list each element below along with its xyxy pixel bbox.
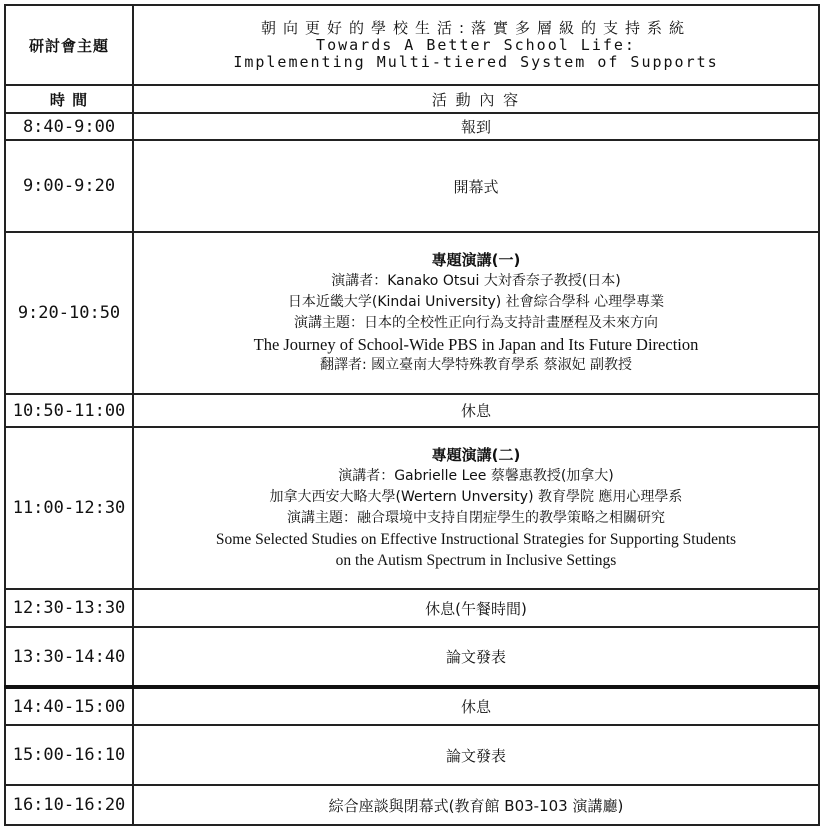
time-cell: 8:40-9:00 bbox=[5, 113, 133, 140]
keynote-speaker: 演講者：Gabrielle Lee 蔡馨惠教授(加拿大) bbox=[338, 468, 614, 484]
activity-cell: 論文發表 bbox=[133, 725, 819, 785]
keynote-topic-zh: 演講主題：融合環境中支持自閉症學生的教學策略之相關研究 bbox=[287, 510, 665, 526]
keynote-heading: 專題演講(二) bbox=[431, 446, 521, 464]
activity-cell: 休息 bbox=[133, 394, 819, 427]
time-cell: 16:10-16:20 bbox=[5, 785, 133, 825]
table-row bbox=[5, 687, 819, 725]
keynote-affiliation: 加拿大西安大略大學(Wertern Unversity) 教育學院 應用心理學系 bbox=[269, 489, 683, 505]
table-row bbox=[5, 589, 819, 627]
keynote-translator: 翻譯者: 國立臺南大學特殊教育學系 蔡淑妃 副教授 bbox=[319, 357, 633, 373]
keynote-heading: 專題演講(一) bbox=[431, 251, 521, 269]
keynote-affiliation: 日本近畿大学(Kindai University) 社會綜合學科 心理學專業 bbox=[287, 294, 665, 310]
time-cell: 9:20-10:50 bbox=[5, 232, 133, 394]
time-cell: 13:30-14:40 bbox=[5, 627, 133, 687]
time-cell: 9:00-9:20 bbox=[5, 140, 133, 232]
schedule-table bbox=[4, 4, 820, 826]
activity-cell: 休息 bbox=[133, 687, 819, 725]
title-en-line1: Towards A Better School Life: bbox=[316, 36, 636, 54]
table-row bbox=[5, 113, 819, 140]
title-en-line2: Implementing Multi-tiered System of Supports bbox=[233, 53, 719, 71]
activity-cell: 開幕式 bbox=[133, 140, 819, 232]
table-row bbox=[5, 725, 819, 785]
title-zh: 朝向更好的學校生活:落實多層級的支持系統 bbox=[260, 19, 692, 37]
table-row bbox=[5, 785, 819, 825]
keynote-topic-en-line1: Some Selected Studies on Effective Instructional Strategies for Supporting Students bbox=[215, 531, 737, 548]
activity-cell: 綜合座談與閉幕式(教育館 B03-103 演講廳) bbox=[133, 785, 819, 825]
time-header: 時 間 bbox=[5, 85, 133, 113]
time-cell: 14:40-15:00 bbox=[5, 687, 133, 725]
keynote-topic-en-line2: on the Autism Spectrum in Inclusive Settings bbox=[335, 552, 617, 569]
table-row bbox=[5, 394, 819, 427]
column-header-row bbox=[5, 85, 819, 113]
time-cell: 10:50-11:00 bbox=[5, 394, 133, 427]
time-cell: 15:00-16:10 bbox=[5, 725, 133, 785]
table-row bbox=[5, 627, 819, 687]
table-row bbox=[5, 140, 819, 232]
activity-cell: 報到 bbox=[133, 113, 819, 140]
keynote-2-cell bbox=[133, 427, 819, 589]
keynote-topic-en: The Journey of School-Wide PBS in Japan and Its Future Direction bbox=[253, 335, 699, 354]
keynote-1-cell bbox=[133, 232, 819, 394]
keynote-speaker: 演講者：Kanako Otsui 大対香奈子教授(日本) bbox=[331, 273, 621, 289]
activity-cell: 論文發表 bbox=[133, 627, 819, 687]
activity-cell: 休息(午餐時間) bbox=[133, 589, 819, 627]
theme-row bbox=[5, 5, 819, 85]
table-row bbox=[5, 232, 819, 394]
time-cell: 12:30-13:30 bbox=[5, 589, 133, 627]
theme-title-cell bbox=[133, 5, 819, 85]
content-header: 活 動 內 容 bbox=[133, 85, 819, 113]
keynote-topic-zh: 演講主題：日本的全校性正向行為支持計畫歷程及未來方向 bbox=[294, 315, 658, 331]
theme-label: 研討會主題 bbox=[5, 5, 133, 85]
table-row bbox=[5, 427, 819, 589]
time-cell: 11:00-12:30 bbox=[5, 427, 133, 589]
